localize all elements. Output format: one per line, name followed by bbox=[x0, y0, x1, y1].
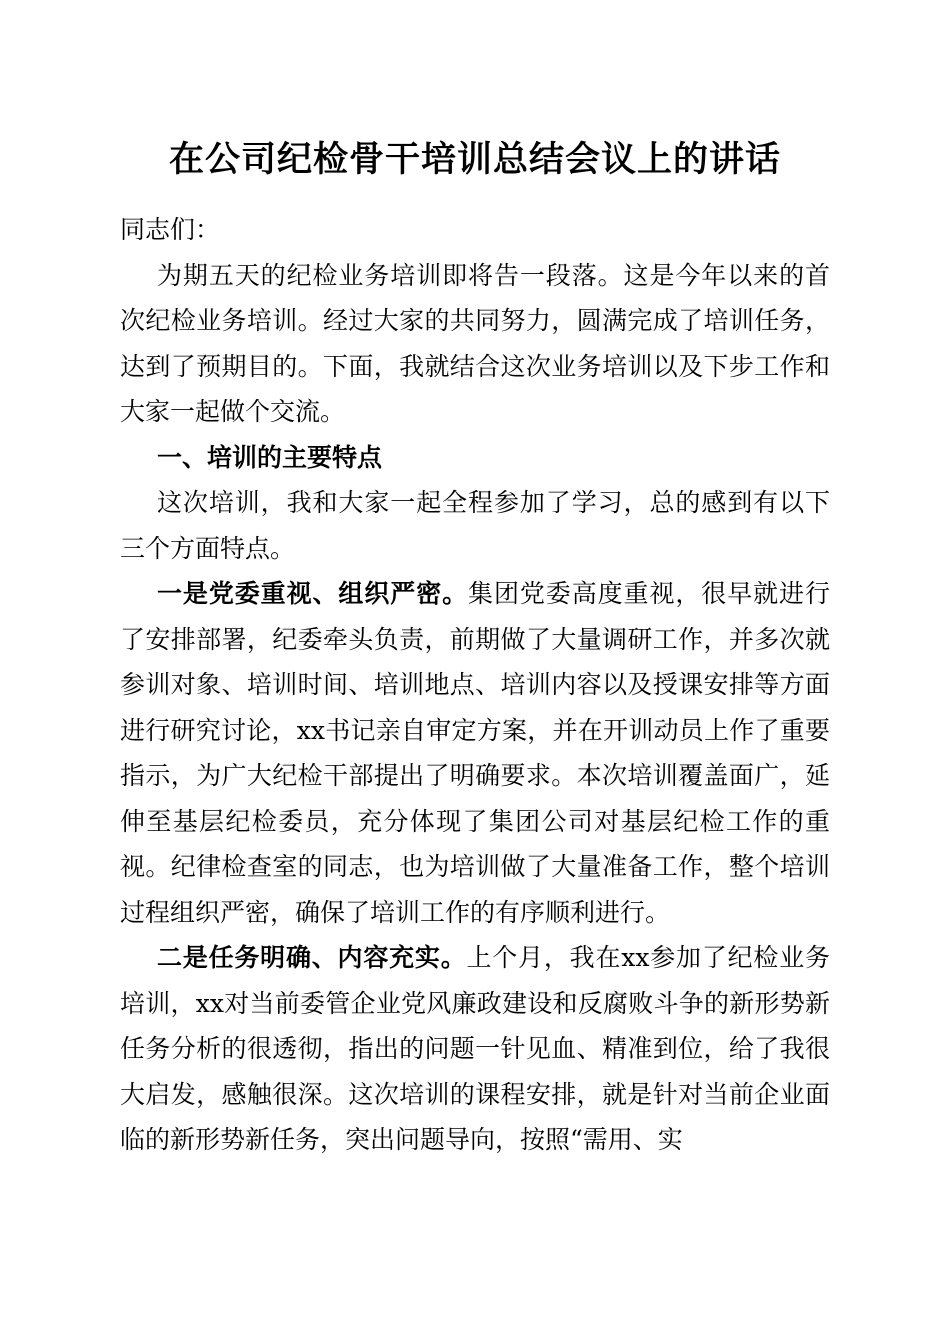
point-one-lead: 一是党委重视、组织严密。 bbox=[157, 579, 469, 608]
section-heading: 一、培训的主要特点 bbox=[157, 442, 383, 472]
point-one-text: 集团党委高度重视，很早就进行了安排部署，纪委牵头负责，前期做了大量调研工作，并多次就参训对象、培训时间、培训地点、培训内容以及授课安排等方面进行研究讨论，xx书记亲自审定方案，并在开训动员上作了重要指示，为广大纪检干部提出了明确要求。本次培训覆盖面广，延伸至基层纪检委员，充分体现了集团公司对基层纪检工作的重视。纪律检查室的同志，也为培训做了大量准备工作，整个培训过程组织严密，确保了培训工作的有序顺利进行。 bbox=[120, 579, 830, 927]
section-intro-paragraph: 这次培训，我和大家一起全程参加了学习，总的感到有以下三个方面特点。 bbox=[120, 488, 830, 563]
salutation: 同志们： bbox=[120, 215, 221, 244]
point-two-text: 上个月，我在xx参加了纪检业务培训，xx对当前委管企业党风廉政建设和反腐败斗争的新形势新任务分析的很透彻，指出的问题一针见血、精准到位，给了我很大启发，感触很深。这次培训的课程安排，就是针对当前企业面临的新形势新任务，突出问题导向，按照“需用、实 bbox=[120, 943, 830, 1154]
document-title: 在公司纪检骨干培训总结会议上的讲话 bbox=[168, 139, 781, 180]
document-body bbox=[120, 207, 830, 1163]
point-two-lead: 二是任务明确、内容充实。 bbox=[157, 943, 467, 972]
intro-paragraph: 为期五天的纪检业务培训即将告一段落。这是今年以来的首次纪检业务培训。经过大家的共同努力，圆满完成了培训任务，达到了预期目的。下面，我就结合这次业务培训以及下步工作和大家一起做个交流。 bbox=[120, 260, 830, 426]
point-two-paragraph bbox=[120, 935, 830, 1163]
point-one-paragraph bbox=[120, 571, 830, 935]
